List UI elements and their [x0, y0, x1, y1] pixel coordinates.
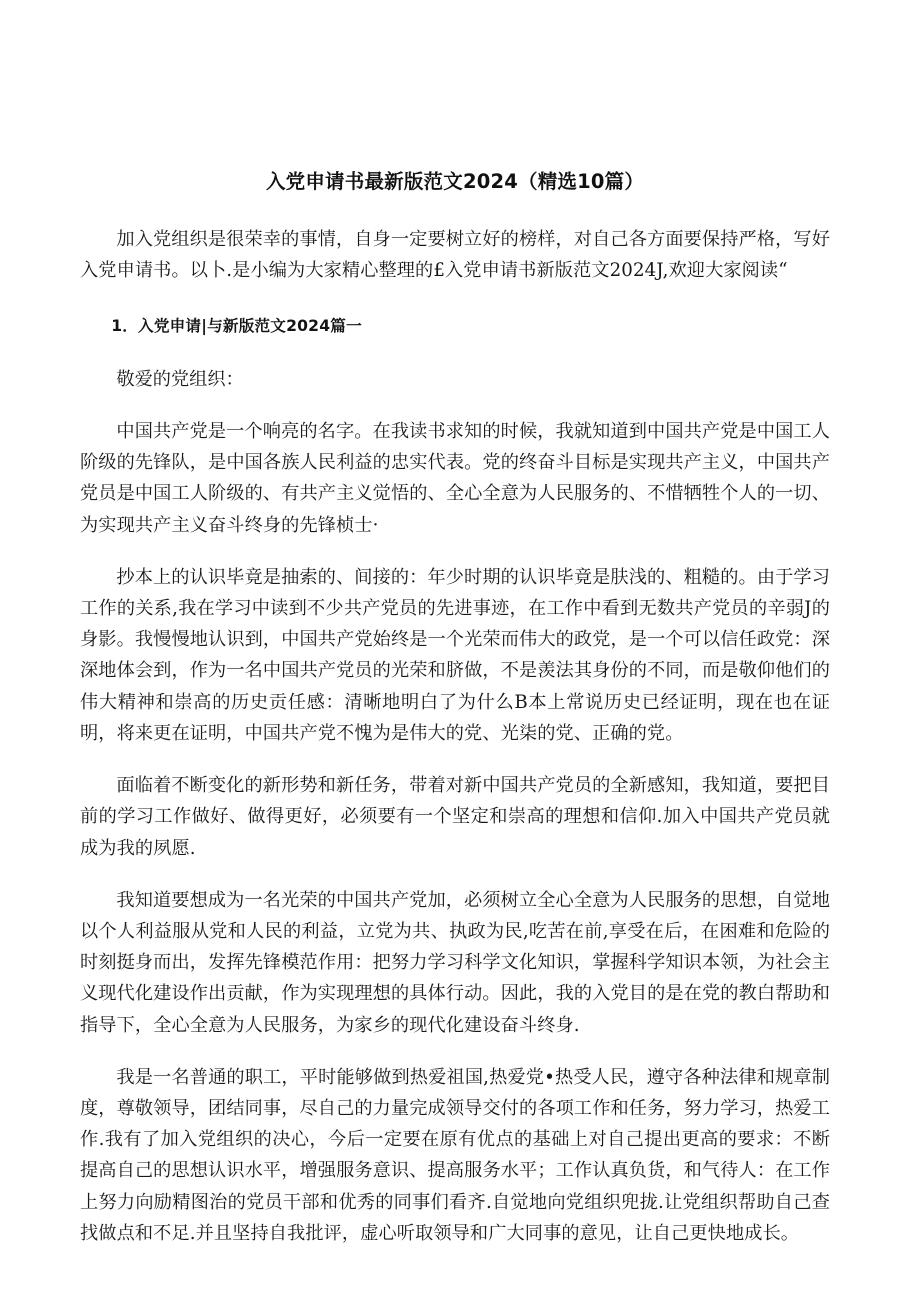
section-heading: 1．入党申请|与新版范文2024篇一: [111, 316, 362, 335]
spacer: [80, 395, 830, 416]
body-paragraph-5: 我是一名普通的职工，平时能够做到热爱祖国,热爱党•热受人民，遵守各种法律和规章制度，尊敬领导，团结同事，尽自己的力量完成领导交付的各项工作和任务，努力学习，热爱工作.我有了加入党组织的决心，今后一定要在原有优点的基础上对自己提出更高的要求：不断提高自己的思想认识水平，增强服务意识、提高服务水平；工作认真负货，和气待人：在工作上努力向励精图治的党员干部和优秀的同事们看齐.自觉地向党组织兜拢.让党组织帮助自己查找做点和不足.并且坚持自我批评，虚心听取领导和广大同事的意见，让自己更快地成长。: [80, 1066, 830, 1244]
page-title: 入党申请书最新版范文2024（精选10篇）: [265, 170, 645, 193]
spacer: [80, 864, 830, 885]
spacer: [80, 287, 830, 311]
body-paragraph-3: 面临着不断变化的新形势和新任务，带着对新中国共产党员的全新感知，我知道，要把目前的学习工作做好、做得更好，必须要有一个坚定和崇高的理想和信仰.加入中国共产党员就成为我的夙愿.: [80, 775, 830, 859]
body-paragraph-2: 抄本上的认识毕竟是抽索的、间接的：年少时期的认识毕竟是肤浅的、粗糙的。由于学习工作的关系,我在学习中读到不少共产党员的先进事迹，在工作中看到无数共产党员的辛弱J的身影。我慢慢地认识到，中国共产党始终是一个光荣而伟大的政党，是一个可以信任政党：深深地体会到，作为一名中国共产党员的光荣和脐做，不是羡法其身份的不同，而是敬仰他们的伟大精神和崇高的历史贡任感：清晰地明白了为什么B本上常说历史已经证明，现在也在证明，将来更在证明，中国共产党不愧为是伟大的党、光柒的党、正确的党。: [80, 566, 830, 744]
spacer: [80, 1041, 830, 1062]
intro-paragraph: 加入党组织是很荣幸的事情，自身一定要树立好的榜样，对自己各方面要保持严格，写好入党申请书。以卜.是小编为大家精心整理的£入党申请书新版范文2024J,欢迎大家阅读“: [80, 229, 830, 282]
salutation: 敬爱的党组织：: [116, 368, 244, 390]
body-paragraph-1: 中国共产党是一个响亮的名字。在我读书求知的时候，我就知道到中国共产党是中国工人阶级的先锋队，是中国各族人民利益的忠实代表。党的终奋斗目标是实现共产主义，中国共产党员是中国工人阶级的、有共产主义觉悟的、全心全意为人民服务的、不惜牺牲个人的一切、为实现共产主义奋斗终身的先锋桢士·: [80, 421, 830, 536]
document-content: [80, 0, 830, 1249]
spacer: [80, 196, 830, 224]
spacer: [80, 541, 830, 562]
body-paragraph-4: 我知道要想成为一名光荣的中国共产党加，必须树立全心全意为人民服务的思想，自觉地以个人利益服从党和人民的利益，立党为共、执政为民,吃苦在前,享受在后，在困难和危险的时刻挺身而出，发挥先锋模范作用：把努力学习科学文化知识，掌握科学知识本领，为社会主义现代化建设作出贡献，作为实现理想的具体行动。因此，我的入党目的是在党的教白帮助和指导下，全心全意为人民服务，为家乡的现代化建设奋斗终身.: [80, 889, 830, 1036]
spacer: [80, 749, 830, 770]
spacer: [80, 342, 830, 364]
